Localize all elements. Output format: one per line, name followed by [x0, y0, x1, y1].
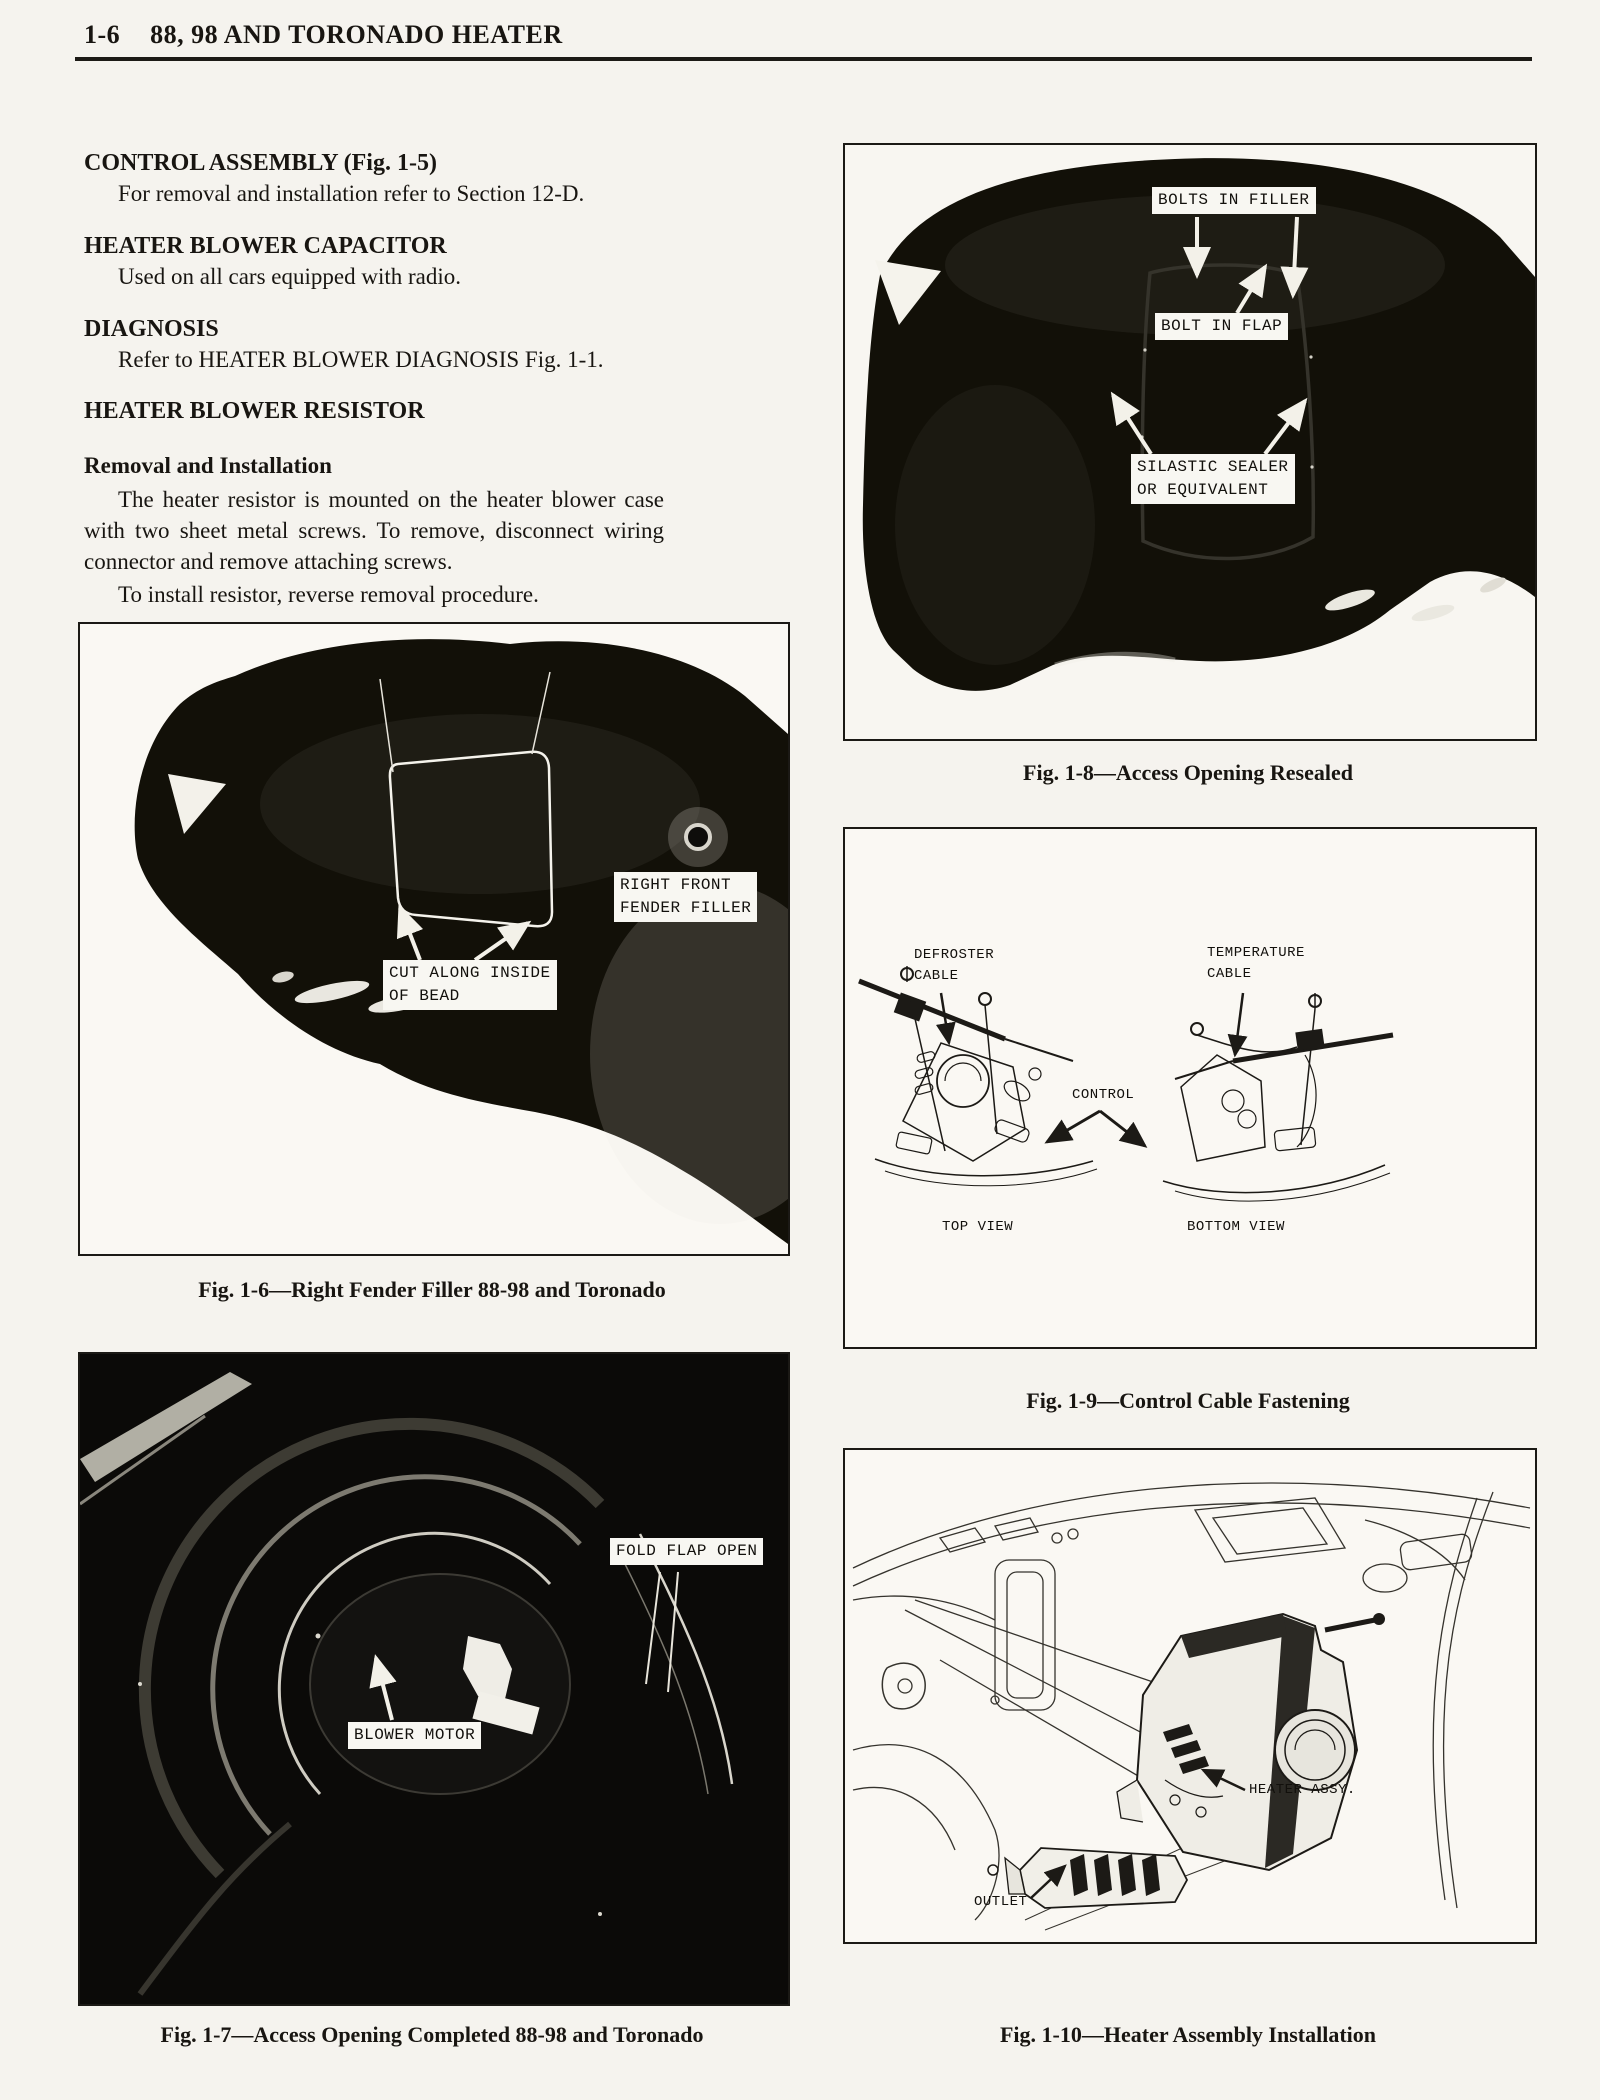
figure-1-6 [78, 622, 790, 1256]
section-body-heater-blower-capacitor: Used on all cars equipped with radio. [118, 264, 461, 289]
label-right-front-fender-filler: RIGHT FRONT FENDER FILLER [614, 872, 757, 922]
fig-1-9-diagram [845, 829, 1535, 1347]
fig-1-8-photo [845, 145, 1535, 739]
page-number: 1-6 [84, 20, 121, 49]
label-outlet: OUTLET [974, 1894, 1028, 1910]
label-silastic-sealer: SILASTIC SEALER OR EQUIVALENT [1131, 454, 1295, 504]
removal-paragraph-1: The heater resistor is mounted on the heater blower case with two sheet metal screws. To remove, disconnect wiring connector and remove attaching screws. [84, 487, 664, 574]
label-bolt-in-flap: BOLT IN FLAP [1155, 313, 1288, 340]
label-heater-assy: HEATER ASSY. [1249, 1782, 1356, 1798]
page-header [84, 20, 563, 50]
section-heading-heater-blower-capacitor: HEATER BLOWER CAPACITOR [84, 233, 447, 259]
section-heading-control-assembly: CONTROL ASSEMBLY (Fig. 1-5) [84, 150, 437, 176]
label-fold-flap-open: FOLD FLAP OPEN [610, 1538, 763, 1565]
caption-fig-1-7: Fig. 1-7—Access Opening Completed 88-98 and Toronado [160, 2022, 704, 2047]
header-rule [75, 57, 1532, 61]
caption-fig-1-10: Fig. 1-10—Heater Assembly Installation [999, 2022, 1377, 2047]
figure-1-10 [843, 1448, 1537, 1944]
label-blower-motor: BLOWER MOTOR [348, 1722, 481, 1749]
label-cut-along-inside-of-bead: CUT ALONG INSIDE OF BEAD [383, 960, 557, 1010]
section-heading-heater-blower-resistor: HEATER BLOWER RESISTOR [84, 398, 425, 424]
figure-1-9 [843, 827, 1537, 1349]
section-heading-diagnosis: DIAGNOSIS [84, 316, 219, 342]
page-title: 88, 98 AND TORONADO HEATER [150, 20, 563, 49]
label-defroster-cable: DEFROSTER CABLE [914, 947, 995, 984]
fig-1-10-diagram [845, 1450, 1535, 1942]
figure-1-7 [78, 1352, 790, 2006]
removal-paragraph-2: To install resistor, reverse removal procedure. [118, 582, 539, 607]
label-temperature-cable: TEMPERATURE CABLE [1207, 945, 1305, 982]
caption-fig-1-8: Fig. 1-8—Access Opening Resealed [1023, 760, 1353, 785]
figure-1-8 [843, 143, 1537, 741]
caption-fig-1-9: Fig. 1-9—Control Cable Fastening [1026, 1388, 1350, 1413]
label-top-view: TOP VIEW [942, 1219, 1014, 1235]
label-bottom-view: BOTTOM VIEW [1187, 1219, 1285, 1235]
fig-1-6-photo [80, 624, 788, 1254]
label-bolts-in-filler: BOLTS IN FILLER [1152, 187, 1316, 214]
section-body-diagnosis: Refer to HEATER BLOWER DIAGNOSIS Fig. 1-1. [118, 347, 604, 372]
label-control: CONTROL [1072, 1087, 1135, 1103]
subsection-heading-removal-installation: Removal and Installation [84, 453, 332, 478]
fig-1-7-photo [80, 1354, 788, 2004]
section-body-control-assembly: For removal and installation refer to Section 12-D. [118, 181, 585, 206]
caption-fig-1-6: Fig. 1-6—Right Fender Filler 88-98 and Toronado [198, 1277, 666, 1302]
